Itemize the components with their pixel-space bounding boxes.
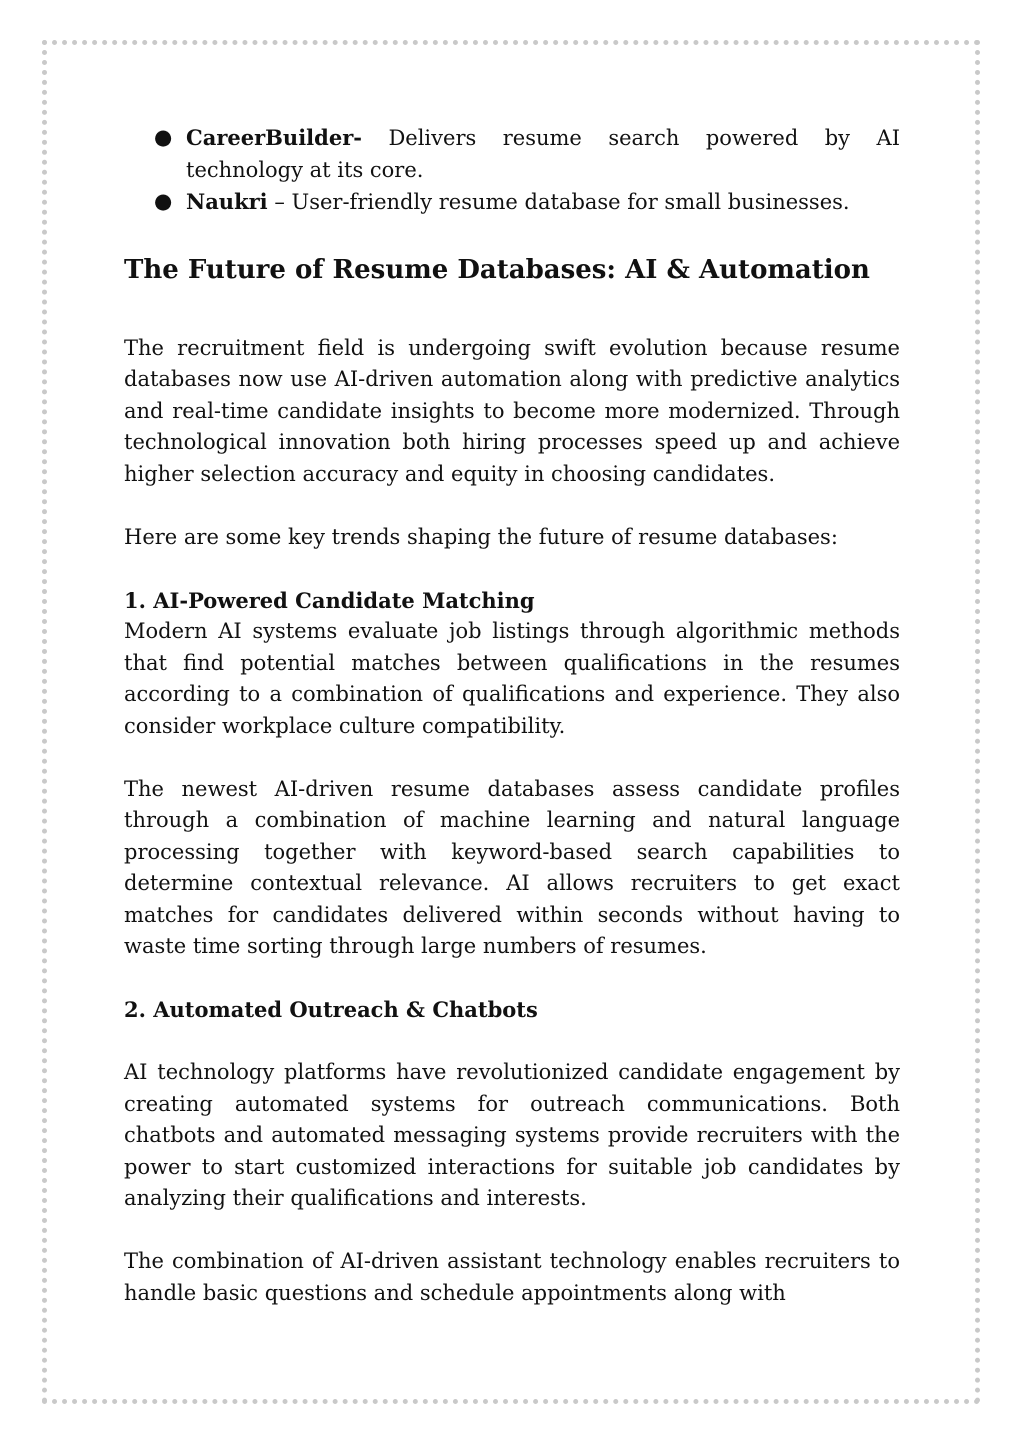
- list-item: [124, 122, 900, 186]
- list-item: [124, 186, 900, 219]
- trend1-heading: 1. AI-Powered Candidate Matching: [124, 587, 535, 613]
- list-item-text: – User-friendly resume database for small businesses.: [267, 190, 850, 214]
- intro-paragraph: The recruitment field is undergoing swift evolution because resume databases now use AI-driven automation along with predictive analytics and real-time candidate insights to become more modernized. Through technological innovation both hiring processes speed up and achieve higher selection accuracy and equity in choosing candidates.: [124, 335, 900, 486]
- list-item-name: CareerBuilder-: [186, 125, 362, 150]
- trend2-paragraph-2: The combination of AI-driven assistant technology enables recruiters to handle basic questions and schedule appointments along with: [124, 1249, 900, 1305]
- platform-list: [124, 122, 900, 219]
- list-item-text: Delivers resume search powered by AI technology at its core.: [186, 126, 900, 182]
- trend2-paragraph-1: AI technology platforms have revolutionized candidate engagement by creating automated systems for outreach communications. Both chatbots and automated messaging systems provide recruiters with the power to start customized interactions for suitable job candidates by analyzing their qualifications and interests.: [124, 1060, 900, 1210]
- list-item-name: Naukri: [186, 189, 268, 214]
- bullet-icon: ●: [154, 189, 173, 213]
- document-body: [124, 122, 900, 1341]
- section-title: The Future of Resume Databases: AI & Automation: [124, 254, 870, 285]
- bullet-icon: ●: [154, 125, 173, 149]
- trend1-paragraph-2: The newest AI-driven resume databases assess candidate profiles through a combination of machine learning and natural language processing together with keyword-based search capabilities to determine contextual relevance. AI allows recruiters to get exact matches for candidates delivered within seconds without having to waste time sorting through large numbers of resumes.: [124, 776, 900, 958]
- trend1-paragraph-1: Modern AI systems evaluate job listings through algorithmic methods that find potential matches between qualifications in the resumes according to a combination of qualifications and experience. They also consider workplace culture compatibility.: [124, 619, 900, 738]
- trends-lead: Here are some key trends shaping the future of resume databases:: [124, 524, 838, 549]
- trend2-heading: 2. Automated Outreach & Chatbots: [124, 997, 538, 1022]
